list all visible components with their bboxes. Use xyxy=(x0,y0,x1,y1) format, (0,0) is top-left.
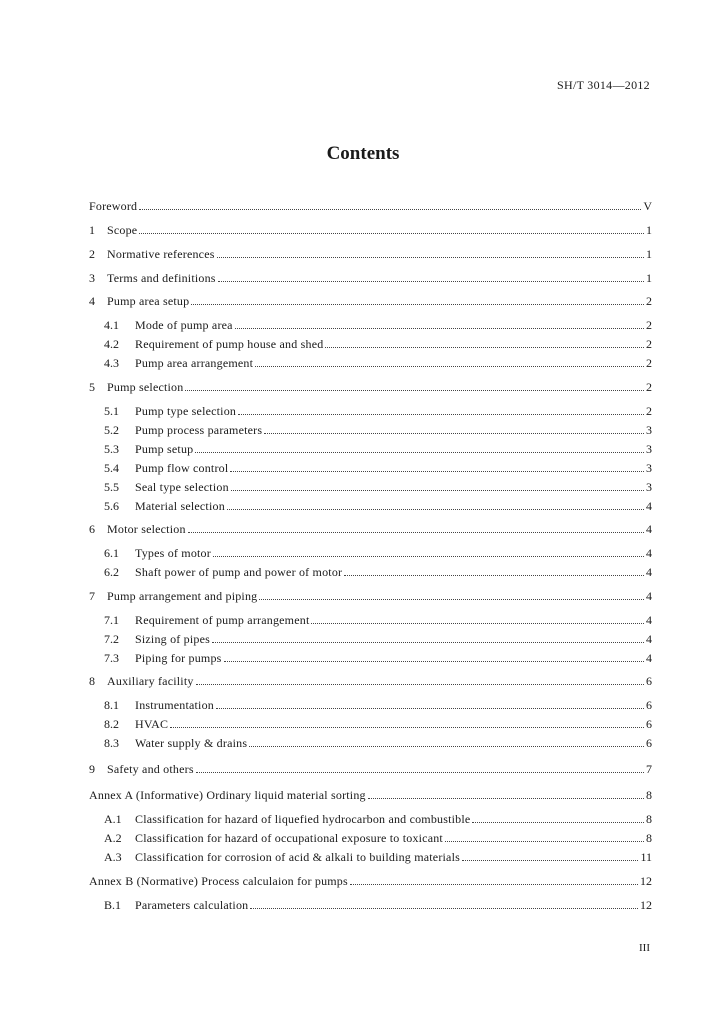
page-number: III xyxy=(639,942,650,954)
toc-entry-number: 7.1 xyxy=(104,613,119,627)
toc-entry-page: 4 xyxy=(646,589,652,603)
toc-entry-page: 2 xyxy=(646,318,652,332)
dot-leader xyxy=(249,746,644,747)
dot-leader xyxy=(213,556,644,557)
toc-entry[interactable] xyxy=(89,588,652,604)
toc-entry[interactable] xyxy=(89,761,652,777)
toc-entry-page: 4 xyxy=(646,546,652,560)
toc-entry-label: Instrumentation xyxy=(135,698,214,712)
toc-entry[interactable] xyxy=(104,849,652,865)
toc-entry[interactable] xyxy=(89,873,652,889)
dot-leader xyxy=(191,304,644,305)
toc-entry-number: 5.5 xyxy=(104,480,119,494)
toc-entry-number: 3 xyxy=(89,271,95,285)
toc-entry-page: 3 xyxy=(646,423,652,437)
dot-leader xyxy=(139,233,644,234)
toc-entry[interactable] xyxy=(104,811,652,827)
toc-entry[interactable] xyxy=(104,460,652,476)
toc-entry-number: 1 xyxy=(89,223,95,237)
toc-entry-page: 2 xyxy=(646,404,652,418)
toc-entry[interactable] xyxy=(104,441,652,457)
toc-entry-page: V xyxy=(643,199,652,213)
toc-entry[interactable] xyxy=(104,545,652,561)
toc-entry-page: 4 xyxy=(646,499,652,513)
toc-entry-label: Requirement of pump arrangement xyxy=(135,613,310,627)
toc-entry-label: Scope xyxy=(107,223,138,237)
toc-entry-number: 9 xyxy=(89,762,95,776)
toc-entry-number: 5.2 xyxy=(104,423,119,437)
toc-entry[interactable] xyxy=(104,612,652,628)
dot-leader xyxy=(344,575,644,576)
toc-entry[interactable] xyxy=(89,787,652,803)
toc-entry[interactable] xyxy=(89,222,652,238)
toc-entry-page: 11 xyxy=(640,850,652,864)
dot-leader xyxy=(196,772,644,773)
toc-entry-page: 3 xyxy=(646,480,652,494)
dot-leader xyxy=(139,209,641,210)
dot-leader xyxy=(250,908,638,909)
dot-leader xyxy=(227,509,644,510)
toc-entry-label: Water supply & drains xyxy=(135,736,248,750)
toc-entry[interactable] xyxy=(104,422,652,438)
toc-entry-page: 8 xyxy=(646,812,652,826)
toc-entry-page: 4 xyxy=(646,632,652,646)
toc-entry-number: B.1 xyxy=(104,898,122,912)
toc-entry-label: Annex A (Informative) Ordinary liquid material sorting xyxy=(89,788,366,802)
toc-entry-page: 2 xyxy=(646,380,652,394)
toc-entry[interactable] xyxy=(104,336,652,352)
toc-entry-number: 4.3 xyxy=(104,356,119,370)
dot-leader xyxy=(235,328,644,329)
toc-entry-page: 4 xyxy=(646,565,652,579)
toc-entry-page: 6 xyxy=(646,736,652,750)
toc-entry-number: 5 xyxy=(89,380,95,394)
toc-entry-label: Motor selection xyxy=(107,522,186,536)
toc-entry-page: 12 xyxy=(640,874,652,888)
dot-leader xyxy=(255,366,644,367)
toc-entry-label: Foreword xyxy=(89,199,138,213)
dot-leader xyxy=(462,860,638,861)
toc-entry-number: A.2 xyxy=(104,831,122,845)
dot-leader xyxy=(217,257,644,258)
toc-entry-page: 3 xyxy=(646,442,652,456)
dot-leader xyxy=(188,532,644,533)
toc-entry-number: 5.3 xyxy=(104,442,119,456)
toc-entry-number: 5.6 xyxy=(104,499,119,513)
toc-entry[interactable] xyxy=(89,521,652,537)
toc-entry-number: 5.1 xyxy=(104,404,119,418)
toc-entry-number: A.3 xyxy=(104,850,122,864)
toc-entry[interactable] xyxy=(104,897,652,913)
toc-entry-page: 3 xyxy=(646,461,652,475)
toc-entry-page: 1 xyxy=(646,271,652,285)
dot-leader xyxy=(230,471,644,472)
dot-leader xyxy=(224,661,644,662)
toc-entry-page: 1 xyxy=(646,247,652,261)
toc-entry-number: 8 xyxy=(89,674,95,688)
dot-leader xyxy=(216,708,644,709)
dot-leader xyxy=(445,841,644,842)
dot-leader xyxy=(368,798,644,799)
toc-entry-label: Pump setup xyxy=(135,442,194,456)
toc-entry-number: 7 xyxy=(89,589,95,603)
toc-entry-number: 2 xyxy=(89,247,95,261)
toc-entry[interactable] xyxy=(104,650,652,666)
dot-leader xyxy=(218,281,644,282)
dot-leader xyxy=(350,884,638,885)
toc-entry-number: 6 xyxy=(89,522,95,536)
toc-entry-label: Annex B (Normative) Process calculaion for pumps xyxy=(89,874,348,888)
dot-leader xyxy=(311,623,644,624)
dot-leader xyxy=(238,414,644,415)
toc-entry-number: 7.3 xyxy=(104,651,119,665)
toc-entry[interactable] xyxy=(89,673,652,689)
toc-entry-page: 12 xyxy=(640,898,652,912)
toc-entry[interactable] xyxy=(89,198,652,214)
toc-entry-label: Types of motor xyxy=(135,546,211,560)
toc-entry-label: Pump flow control xyxy=(135,461,229,475)
toc-entry-page: 6 xyxy=(646,717,652,731)
toc-entry-page: 2 xyxy=(646,294,652,308)
toc-entry-page: 4 xyxy=(646,651,652,665)
toc-entry-label: Classification for hazard of liquefied hydrocarbon and combustible xyxy=(135,812,471,826)
toc-entry-label: Pump area setup xyxy=(107,294,190,308)
toc-entry-page: 4 xyxy=(646,613,652,627)
dot-leader xyxy=(170,727,644,728)
dot-leader xyxy=(231,490,644,491)
toc-entry-label: Pump type selection xyxy=(135,404,237,418)
dot-leader xyxy=(195,452,644,453)
toc-entry-page: 2 xyxy=(646,356,652,370)
toc-entry-label: Normative references xyxy=(107,247,215,261)
toc-entry-label: Piping for pumps xyxy=(135,651,222,665)
toc-entry[interactable] xyxy=(104,479,652,495)
toc-entry-label: Classification for corrosion of acid & alkali to building materials xyxy=(135,850,460,864)
toc-entry-number: 7.2 xyxy=(104,632,119,646)
dot-leader xyxy=(196,684,644,685)
page-title: Contents xyxy=(326,143,400,164)
dot-leader xyxy=(325,347,644,348)
toc-entry-page: 1 xyxy=(646,223,652,237)
toc-entry-number: 8.2 xyxy=(104,717,119,731)
toc-entry-number: A.1 xyxy=(104,812,122,826)
dot-leader xyxy=(185,390,644,391)
toc-entry[interactable] xyxy=(104,498,652,514)
toc-entry[interactable] xyxy=(104,830,652,846)
toc-entry[interactable] xyxy=(89,379,652,395)
toc-entry[interactable] xyxy=(104,716,652,732)
toc-entry-label: Mode of pump area xyxy=(135,318,233,332)
dot-leader xyxy=(259,599,644,600)
toc-entry[interactable] xyxy=(89,270,652,286)
toc-entry-label: Material selection xyxy=(135,499,225,513)
toc-entry-number: 6.1 xyxy=(104,546,119,560)
dot-leader xyxy=(212,642,644,643)
toc-entry-label: Seal type selection xyxy=(135,480,229,494)
dot-leader xyxy=(264,433,644,434)
toc-entry-label: Parameters calculation xyxy=(135,898,249,912)
toc-entry[interactable] xyxy=(104,697,652,713)
toc-entry-label: Auxiliary facility xyxy=(107,674,194,688)
toc-entry-page: 7 xyxy=(646,762,652,776)
toc-entry-label: Pump area arrangement xyxy=(135,356,254,370)
toc-entry-page: 4 xyxy=(646,522,652,536)
toc-entry[interactable] xyxy=(104,564,652,580)
toc-entry-page: 8 xyxy=(646,788,652,802)
toc-entry[interactable] xyxy=(104,631,652,647)
toc-entry-number: 4 xyxy=(89,294,95,308)
toc-entry-page: 6 xyxy=(646,698,652,712)
toc-entry[interactable] xyxy=(89,246,652,262)
toc-entry-number: 6.2 xyxy=(104,565,119,579)
toc-entry[interactable] xyxy=(89,293,652,309)
toc-entry[interactable] xyxy=(104,403,652,419)
toc-entry-label: Pump arrangement and piping xyxy=(107,589,258,603)
toc-entry-page: 2 xyxy=(646,337,652,351)
toc-entry-number: 8.1 xyxy=(104,698,119,712)
toc-entry-label: Pump process parameters xyxy=(135,423,263,437)
toc-entry[interactable] xyxy=(104,735,652,751)
toc-entry-label: Safety and others xyxy=(107,762,194,776)
toc-entry-label: Requirement of pump house and shed xyxy=(135,337,324,351)
toc-entry-page: 6 xyxy=(646,674,652,688)
toc-entry-label: Classification for hazard of occupational exposure to toxicant xyxy=(135,831,443,845)
toc-entry-label: Shaft power of pump and power of motor xyxy=(135,565,343,579)
toc-entry[interactable] xyxy=(104,355,652,371)
dot-leader xyxy=(472,822,644,823)
toc-entry-number: 4.2 xyxy=(104,337,119,351)
toc-entry-number: 5.4 xyxy=(104,461,119,475)
toc-entry-label: HVAC xyxy=(135,717,169,731)
toc-entry-label: Terms and definitions xyxy=(107,271,216,285)
toc-entry-number: 4.1 xyxy=(104,318,119,332)
toc-entry-page: 8 xyxy=(646,831,652,845)
toc-entry-label: Sizing of pipes xyxy=(135,632,210,646)
toc-entry-number: 8.3 xyxy=(104,736,119,750)
toc-entry-label: Pump selection xyxy=(107,380,184,394)
toc-entry[interactable] xyxy=(104,317,652,333)
standard-code: SH/T 3014—2012 xyxy=(557,78,650,92)
